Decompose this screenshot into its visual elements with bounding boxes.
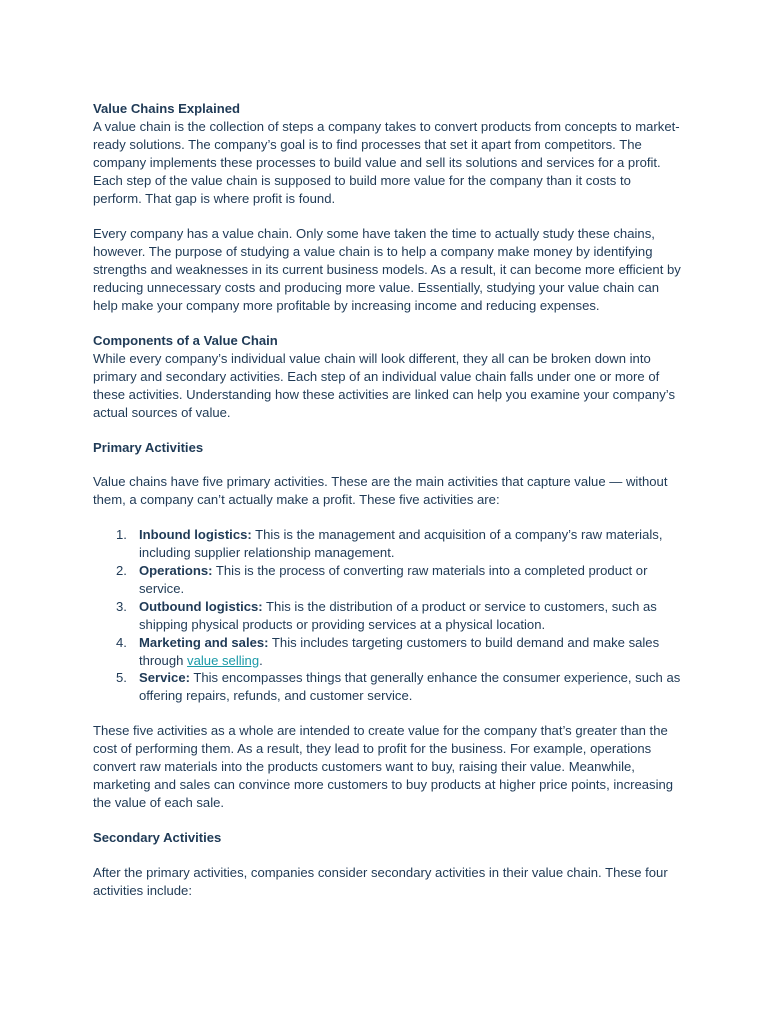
heading-components: Components of a Value Chain <box>93 332 278 348</box>
list-item <box>93 526 683 562</box>
list-term: Outbound logistics: <box>139 598 263 614</box>
list-number: 4. <box>116 634 127 650</box>
list-term: Service: <box>139 670 190 686</box>
list-text: This includes targeting customers to build demand and make sales through <box>139 634 660 668</box>
heading-value-chains-explained: Value Chains Explained <box>93 101 240 116</box>
list-term: Inbound logistics: <box>139 527 252 543</box>
paragraph-value-chain-study: Every company has a value chain. Only some have taken the time to actually study these chains, however. The purpose of studying a value chain is to help a company make money by identifying strengths and weaknesses in its current business models. As a result, it can become more efficient by reducing unnecessary costs and producing more value. Essentially, studying your value chain can help make your company more profitable by increasing income and reducing expenses. <box>93 226 681 314</box>
value-selling-link[interactable]: value selling <box>187 652 260 668</box>
heading-primary-activities: Primary Activities <box>93 439 204 455</box>
list-text: This encompasses things that generally enhance the consumer experience, such as offering repairs, refunds, and customer service. <box>139 670 681 704</box>
list-number: 3. <box>116 598 127 614</box>
list-text: This is the distribution of a product or service to customers, such as shipping physical products or providing services at a physical location. <box>139 598 657 632</box>
document-page <box>93 100 683 900</box>
primary-activities-list <box>93 526 683 705</box>
paragraph-secondary-intro: After the primary activities, companies consider secondary activities in their value chain. These four activities include: <box>93 864 668 898</box>
list-item <box>93 669 683 705</box>
paragraph-primary-outro: These five activities as a whole are intended to create value for the company that’s greater than the cost of performing them. As a result, they lead to profit for the business. For example, operations convert raw materials into the products customers want to buy, raising their value. Meanwhile, marketing and sales can convince more customers to buy products at higher price points, increasing the value of each sale. <box>93 723 674 810</box>
list-number: 5. <box>116 670 127 686</box>
paragraph-primary-intro: Value chains have five primary activities. These are the main activities that capture value — without them, a company can’t actually make a profit. These five activities are: <box>93 474 668 508</box>
list-term: Marketing and sales: <box>139 634 269 650</box>
list-term: Operations: <box>139 563 213 579</box>
list-item <box>93 562 683 598</box>
list-item <box>93 598 683 634</box>
list-text-after: . <box>259 652 263 668</box>
paragraph-value-chain-definition: A value chain is the collection of steps a company takes to convert products from concepts to market-ready solutions. The company’s goal is to find processes that set it apart from competitors. The company implements these processes to build value and sell its solutions and services for a profit. Each step of the value chain is supposed to build more value for the company than it costs to perform. That gap is where profit is found. <box>93 118 680 206</box>
list-text: This is the process of converting raw materials into a completed product or service. <box>139 563 648 596</box>
paragraph-components: While every company’s individual value chain will look different, they all can be broken down into primary and secondary activities. Each step of an individual value chain falls under one or more of these activities. Understanding how these activities are linked can help you examine your company’s actual sources of value. <box>93 350 676 420</box>
list-number: 1. <box>116 527 127 543</box>
heading-secondary-activities: Secondary Activities <box>93 829 222 845</box>
list-item <box>93 634 683 670</box>
list-number: 2. <box>116 563 127 579</box>
list-text: This is the management and acquisition of a company’s raw materials, including supplier relationship management. <box>139 527 663 561</box>
